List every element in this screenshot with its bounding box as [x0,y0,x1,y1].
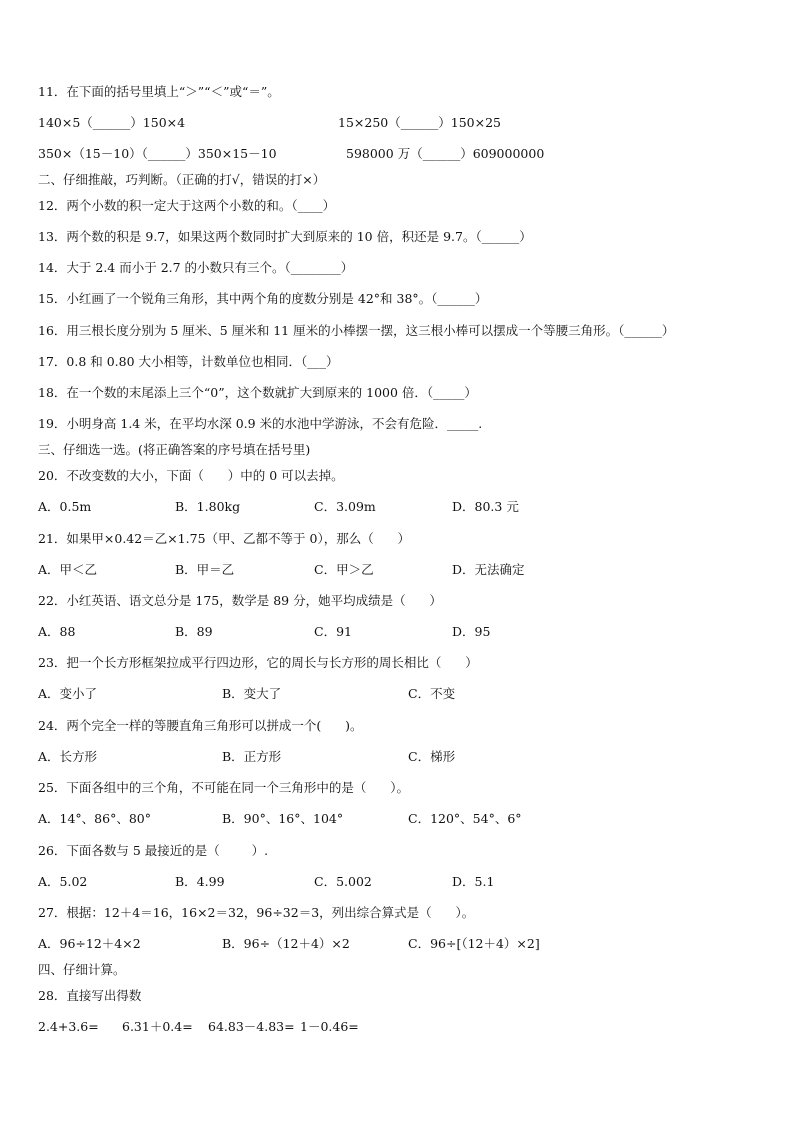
option-a[interactable]: A．5.02 [38,874,88,889]
question-26-options [38,874,495,890]
option-d[interactable]: D．5.1 [452,874,495,889]
option-a[interactable]: A．14°、86°、80° [38,811,151,826]
question-15[interactable]: 15．小红画了一个锐角三角形，其中两个角的度数分别是 42°和 38°。（______） [38,291,488,306]
question-26-stem: 26．下面各数与 5 最接近的是（ ）. [38,843,269,858]
question-24-options [38,749,456,765]
section-2-heading: 二、仔细推敲，巧判断。（正确的打√，错误的打×） [38,172,326,187]
question-14[interactable]: 14．大于 2.4 而小于 2.7 的小数只有三个。（________） [38,260,354,275]
question-16[interactable]: 16．用三根长度分别为 5 厘米、5 厘米和 11 厘米的小棒摆一摆，这三根小棒可以摆成一个等腰三角形。（______） [38,323,675,338]
option-b[interactable]: B．正方形 [222,749,282,764]
calc-item[interactable]: 64.83－4.83= [208,1019,295,1034]
question-19[interactable]: 19．小明身高 1.4 米，在平均水深 0.9 米的水池中学游泳，不会有危险．_____. [38,416,483,431]
question-23-options [38,686,456,702]
question-25-options [38,811,522,827]
option-b[interactable]: B．89 [175,624,213,639]
option-b[interactable]: B．甲＝乙 [175,562,235,577]
question-28-stem: 28．直接写出得数 [38,988,142,1003]
option-b[interactable]: B．4.99 [175,874,225,889]
question-21-options [38,562,525,578]
option-c[interactable]: C．96÷[（12＋4）×2] [408,936,540,951]
question-22-stem: 22．小红英语、语文总分是 175，数学是 89 分，她平均成绩是（ ） [38,593,442,608]
question-25-stem: 25．下面各组中的三个角，不可能在同一个三角形中的是（ ）。 [38,780,409,795]
option-d[interactable]: D．无法确定 [452,562,525,577]
question-27-stem: 27．根据：12＋4＝16，16×2＝32，96÷32＝3，列出综合算式是（ ）。 [38,905,475,920]
question-20-stem: 20．不改变数的大小，下面（ ）中的 0 可以去掉。 [38,468,344,483]
option-b[interactable]: B．1.80kg [175,499,241,514]
option-c[interactable]: C．梯形 [408,749,456,764]
question-23-stem: 23．把一个长方形框架拉成平行四边形，它的周长与长方形的周长相比（ ） [38,655,478,670]
option-b[interactable]: B．90°、16°、104° [222,811,344,826]
option-b[interactable]: B．变大了 [222,686,282,701]
q11-row2 [38,146,545,162]
question-22-options [38,624,491,640]
option-c[interactable]: C．甲＞乙 [314,562,374,577]
option-d[interactable]: D．95 [452,624,491,639]
calc-item[interactable]: 1－0.46= [300,1019,359,1034]
option-d[interactable]: D．80.3 元 [452,499,519,514]
option-a[interactable]: A．甲＜乙 [38,562,98,577]
calc-item[interactable]: 6.31＋0.4= [122,1019,193,1034]
option-a[interactable]: A．88 [38,624,76,639]
q11-item-b[interactable]: 15×250（______）150×25 [338,115,501,130]
q11-row1 [38,115,501,131]
option-a[interactable]: A．长方形 [38,749,98,764]
question-28-items [38,1019,359,1035]
question-24-stem: 24．两个完全一样的等腰直角三角形可以拼成一个( )。 [38,718,363,733]
option-b[interactable]: B．96÷（12＋4）×2 [222,936,350,951]
calc-item[interactable]: 2.4+3.6= [38,1019,99,1034]
option-a[interactable]: A．变小了 [38,686,98,701]
q11-item-d[interactable]: 598000 万（______）609000000 [346,146,545,161]
question-17[interactable]: 17．0.8 和 0.80 大小相等，计数单位也相同．（___） [38,354,339,369]
q11-stem: 11．在下面的括号里填上“＞”“＜”或“＝”。 [38,84,280,99]
question-13[interactable]: 13．两个数的积是 9.7，如果这两个数同时扩大到原来的 10 倍，积还是 9.7。（______） [38,229,532,244]
section-3-heading: 三、仔细选一选。(将正确答案的序号填在括号里) [38,442,311,457]
question-27-options [38,936,540,952]
q11-item-c[interactable]: 350×（15－10）（______）350×15－10 [38,146,277,161]
option-a[interactable]: A．96÷12＋4×2 [38,936,141,951]
option-c[interactable]: C．3.09m [314,499,376,514]
section-4-heading: 四、仔细计算。 [38,962,126,977]
option-c[interactable]: C．120°、54°、6° [408,811,522,826]
option-c[interactable]: C．91 [314,624,352,639]
question-21-stem: 21．如果甲×0.42＝乙×1.75（甲、乙都不等于 0），那么（ ） [38,531,411,546]
question-12[interactable]: 12．两个小数的积一定大于这两个小数的和。（____） [38,198,336,213]
option-a[interactable]: A．0.5m [38,499,92,514]
q11-item-a[interactable]: 140×5（______）150×4 [38,115,186,130]
question-18[interactable]: 18．在一个数的末尾添上三个“0”，这个数就扩大到原来的 1000 倍．（_____） [38,385,477,400]
option-c[interactable]: C．不变 [408,686,456,701]
option-c[interactable]: C．5.002 [314,874,372,889]
question-20-options [38,499,519,515]
